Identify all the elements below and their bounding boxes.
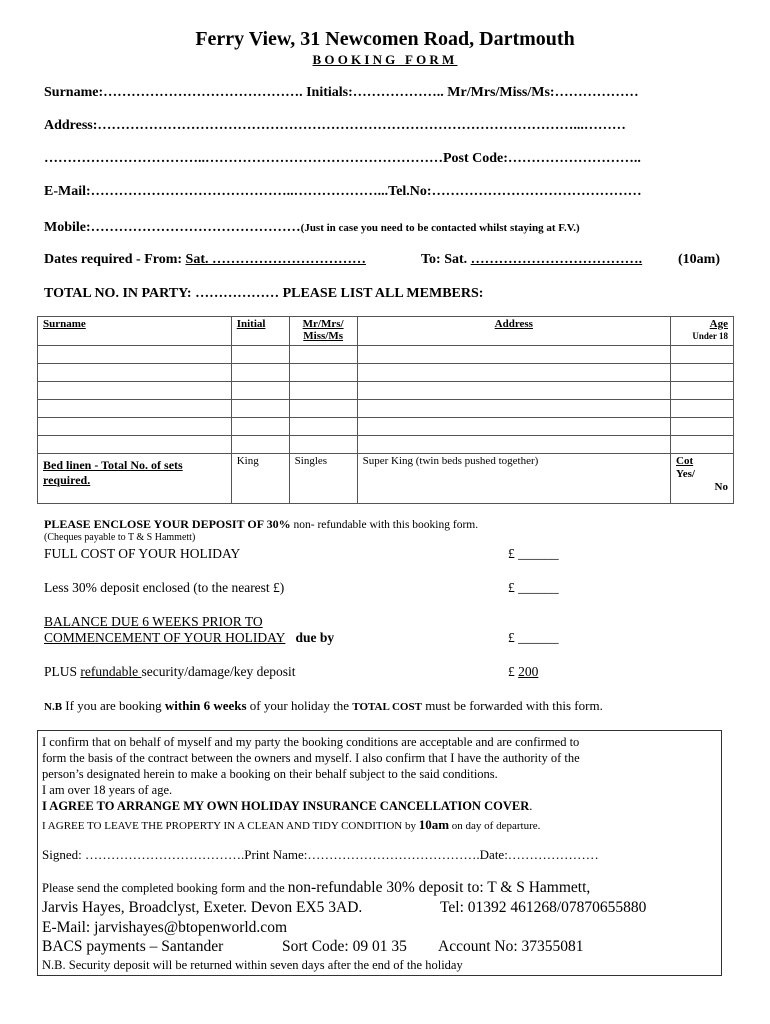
security-deposit-value: £ 200 bbox=[508, 664, 539, 679]
table-row[interactable] bbox=[38, 400, 734, 418]
linen-cot[interactable]: Cot Yes/ No bbox=[671, 454, 734, 504]
security-return-note: N.B. Security deposit will be returned within seven days after the end of the holiday bbox=[42, 958, 463, 972]
dates-label: Dates required - From: bbox=[44, 252, 186, 267]
full-cost-field[interactable]: £ ______ bbox=[508, 546, 559, 561]
dates-to-row bbox=[421, 252, 642, 268]
mobile-note: (Just in case you need to be contacted whilst staying at F.V.) bbox=[300, 222, 580, 234]
account-number: Account No: 37355081 bbox=[438, 938, 584, 955]
mobile-row bbox=[44, 218, 580, 236]
table-row[interactable] bbox=[38, 382, 734, 400]
linen-singles[interactable]: Singles bbox=[289, 454, 357, 504]
table-row[interactable] bbox=[38, 364, 734, 382]
header-age: Age Under 18 bbox=[671, 317, 734, 346]
header-address: Address bbox=[357, 317, 670, 346]
members-table bbox=[37, 316, 734, 504]
email-tel-field[interactable]: E-Mail:……………………………………..………………...Tel.No:……………………………………… bbox=[44, 184, 642, 199]
header-initial: Initial bbox=[231, 317, 289, 346]
less-deposit-field[interactable]: £ ______ bbox=[508, 580, 559, 595]
header-surname: Surname bbox=[38, 317, 232, 346]
balance-label-2: COMMENCEMENT OF YOUR HOLIDAY due by bbox=[44, 630, 335, 645]
table-header-row bbox=[38, 317, 734, 346]
confirm-line-2: form the basis of the contract between the owners and myself. I also confirm that I have the authority of the bbox=[42, 751, 580, 765]
linen-king[interactable]: King bbox=[231, 454, 289, 504]
linen-row bbox=[38, 454, 734, 504]
balance-label-1: BALANCE DUE 6 WEEKS PRIOR TO bbox=[44, 614, 263, 629]
postal-address: Jarvis Hayes, Broadclyst, Exeter. Devon EX5 3AD. bbox=[42, 899, 363, 916]
page-title: Ferry View, 31 Newcomen Road, Dartmouth bbox=[195, 28, 575, 50]
header-title: Mr/Mrs/ Miss/Ms bbox=[289, 317, 357, 346]
linen-super-king[interactable]: Super King (twin beds pushed together) bbox=[357, 454, 670, 504]
table-row[interactable] bbox=[38, 418, 734, 436]
bacs-payments: BACS payments – Santander bbox=[42, 938, 224, 955]
dates-to-field[interactable]: ………………………………. bbox=[470, 252, 643, 267]
departure-agreement: I AGREE TO LEAVE THE PROPERTY IN A CLEAN AND TIDY CONDITION by 10am on day of departure. bbox=[42, 817, 541, 832]
dates-row bbox=[44, 252, 366, 268]
age-confirm: I am over 18 years of age. bbox=[42, 783, 173, 797]
deposit-notice: PLEASE ENCLOSE YOUR DEPOSIT OF 30% non- refundable with this booking form. bbox=[44, 517, 479, 531]
mobile-field[interactable]: Mobile:……………………………………… bbox=[44, 220, 301, 235]
contact-email[interactable]: E-Mail: jarvishayes@btopenworld.com bbox=[42, 919, 287, 936]
confirm-line-1: I confirm that on behalf of myself and my party the booking conditions are acceptable and are confirmed to bbox=[42, 735, 580, 749]
dates-to-label: To: Sat. bbox=[421, 252, 471, 267]
telephone: Tel: 01392 461268/07870655880 bbox=[440, 899, 647, 916]
signature-field[interactable]: Signed: ……………………………….Print Name:………………………………….Date:………………… bbox=[42, 847, 599, 862]
cheques-note: (Cheques payable to T & S Hammett) bbox=[44, 532, 196, 543]
dates-from-field[interactable]: Sat. …………………………… bbox=[185, 252, 366, 267]
surname-field[interactable]: Surname:……………………………………. Initials:……………….. Mr/Mrs/Miss/Ms:……………… bbox=[44, 85, 639, 100]
table-row[interactable] bbox=[38, 346, 734, 364]
table-row[interactable] bbox=[38, 436, 734, 454]
sort-code: Sort Code: 09 01 35 bbox=[282, 938, 407, 955]
dates-time: (10am) bbox=[678, 252, 720, 267]
balance-field[interactable]: £ ______ bbox=[508, 630, 559, 645]
party-field[interactable]: TOTAL NO. IN PARTY: ……………… PLEASE LIST ALL MEMBERS: bbox=[44, 286, 484, 301]
confirm-line-3: person’s designated herein to make a booking on their behalf subject to the said conditions. bbox=[42, 767, 498, 781]
full-cost-label: FULL COST OF YOUR HOLIDAY bbox=[44, 546, 241, 561]
address-field-2[interactable]: ……………………………..……………………………………………Post Code:……………………….. bbox=[44, 151, 641, 166]
nb-total-cost: N.B If you are booking within 6 weeks of your holiday the TOTAL COST must be forwarded with this form. bbox=[44, 698, 603, 713]
insurance-agreement: I AGREE TO ARRANGE MY OWN HOLIDAY INSURANCE CANCELLATION COVER. bbox=[42, 799, 533, 813]
form-subtitle: BOOKING FORM bbox=[312, 52, 458, 67]
send-instructions: Please send the completed booking form and the non-refundable 30% deposit to: T & S Hammett, bbox=[42, 879, 591, 896]
less-deposit-label: Less 30% deposit enclosed (to the nearest £) bbox=[44, 580, 285, 595]
security-deposit-label: PLUS refundable security/damage/key deposit bbox=[44, 664, 296, 679]
linen-label: Bed linen - Total No. of sets required. bbox=[38, 454, 232, 504]
address-field-1[interactable]: Address:…………………………………………………………………………………………...……… bbox=[44, 118, 626, 133]
confirmation-box bbox=[37, 730, 722, 976]
